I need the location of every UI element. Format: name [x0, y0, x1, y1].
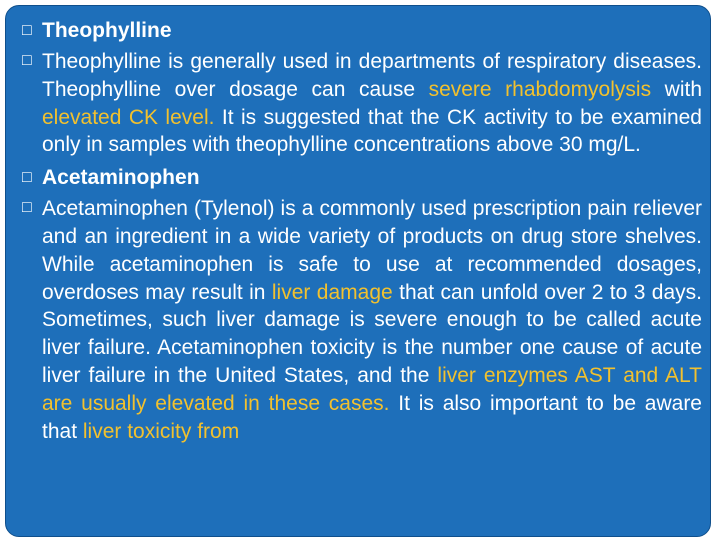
highlight-liver-toxicity: liver toxicity from — [82, 419, 240, 443]
para-text: Theophylline is generally used in departments of respiratory diseases. Theophylline over dosage can cause — [42, 50, 702, 101]
bullet-icon: □ — [22, 52, 32, 69]
paragraph-acetaminophen — [22, 195, 702, 445]
heading-theophylline — [22, 18, 702, 44]
heading-text: Theophylline — [42, 19, 172, 42]
para-text: It is suggested that the CK activity to be examined only in samples with theophylline concentrations above 30 mg/L. — [42, 105, 702, 157]
para-text: that can unfold over 2 to 3 days. Sometimes, such liver damage is severe enough to be called acute liver failure. Acetaminophen toxicity is the number one cause of acute liver failure in the United States, and the — [42, 280, 702, 387]
bullet-icon: □ — [22, 199, 32, 217]
paragraph-theophylline — [22, 48, 702, 159]
slide-background — [5, 5, 711, 537]
para-text: with — [651, 77, 702, 101]
highlight-liver-damage: liver damage — [271, 280, 393, 304]
highlight-rhabdomyolysis: severe rhabdomyolysis — [428, 77, 652, 101]
bullet-icon: □ — [22, 22, 32, 39]
para-text: It is also important to be aware that — [42, 391, 702, 443]
para-text: Acetaminophen (Tylenol) is a commonly used prescription pain reliever and an ingredient in a wide variety of products on drug store shelves. While acetaminophen is safe to use at recommended dosages, overdoses may result in — [42, 197, 702, 304]
bullet-icon: □ — [22, 169, 32, 187]
highlight-liver-enzymes: liver enzymes AST and ALT are usually elevated in these cases. — [42, 363, 703, 415]
highlight-ck-level: elevated CK level. — [42, 105, 215, 129]
heading-acetaminophen — [22, 165, 702, 191]
heading-text: Acetaminophen — [42, 166, 200, 190]
slide-content — [22, 18, 702, 451]
